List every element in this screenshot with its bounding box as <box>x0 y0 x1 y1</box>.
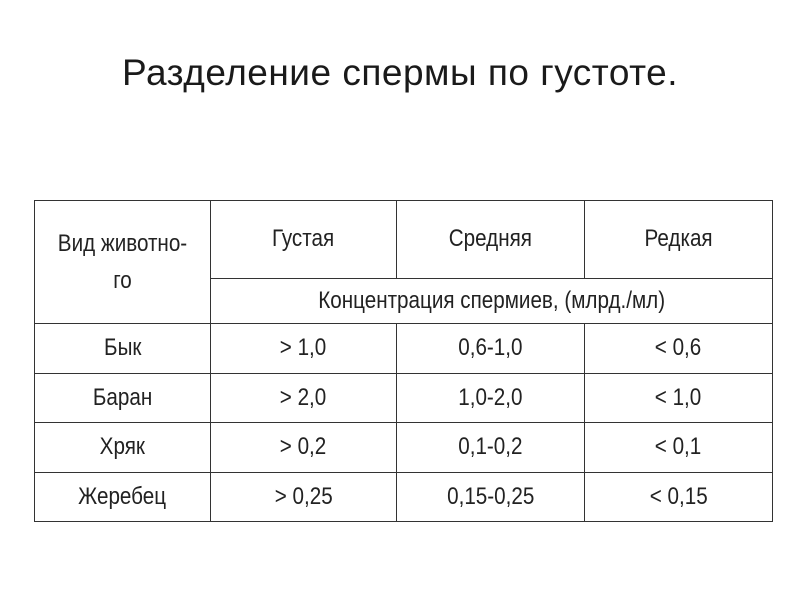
thick-value: > 0,2 <box>280 433 327 461</box>
cell-thick <box>211 373 397 422</box>
rare-value: < 0,6 <box>655 334 702 362</box>
cell-thick <box>211 423 397 472</box>
medium-value: 0,1-0,2 <box>458 433 523 461</box>
animal-label: Бык <box>103 334 142 362</box>
cell-medium <box>397 472 585 522</box>
header-animal-line2: го <box>113 267 132 295</box>
table-row <box>35 423 773 472</box>
cell-rare <box>585 423 773 472</box>
cell-animal <box>35 373 211 422</box>
header-concentration <box>211 278 773 323</box>
table-row <box>35 324 773 373</box>
table-header-row <box>35 201 773 279</box>
animal-label: Жеребец <box>78 482 167 510</box>
rare-value: < 1,0 <box>655 383 702 411</box>
table-row <box>35 472 773 522</box>
header-rare-label: Редкая <box>644 225 713 253</box>
table-row <box>35 373 773 422</box>
cell-thick <box>211 472 397 522</box>
animal-label: Хряк <box>99 433 146 461</box>
medium-value: 0,6-1,0 <box>458 334 523 362</box>
cell-rare <box>585 324 773 373</box>
cell-medium <box>397 423 585 472</box>
header-thick <box>211 201 397 279</box>
thick-value: > 2,0 <box>280 383 327 411</box>
header-medium <box>397 201 585 279</box>
medium-value: 0,15-0,25 <box>446 482 535 510</box>
cell-medium <box>397 324 585 373</box>
thick-value: > 1,0 <box>280 334 327 362</box>
header-animal-species <box>35 201 211 324</box>
rare-value: < 0,15 <box>649 482 708 510</box>
slide-title: Разделение спермы по густоте. <box>122 52 678 93</box>
medium-value: 1,0-2,0 <box>458 383 523 411</box>
header-thick-label: Густая <box>272 225 335 253</box>
cell-thick <box>211 324 397 373</box>
animal-label: Баран <box>92 383 153 411</box>
cell-animal <box>35 472 211 522</box>
header-rare <box>585 201 773 279</box>
sperm-density-table <box>34 200 773 522</box>
cell-rare <box>585 373 773 422</box>
thick-value: > 0,25 <box>274 482 333 510</box>
cell-animal <box>35 423 211 472</box>
cell-medium <box>397 373 585 422</box>
header-animal-line1: Вид животно- <box>57 229 188 257</box>
header-concentration-label: Концентрация спермиев, (млрд./мл) <box>318 286 665 314</box>
cell-animal <box>35 324 211 373</box>
rare-value: < 0,1 <box>655 433 702 461</box>
header-medium-label: Средняя <box>448 225 533 253</box>
cell-rare <box>585 472 773 522</box>
